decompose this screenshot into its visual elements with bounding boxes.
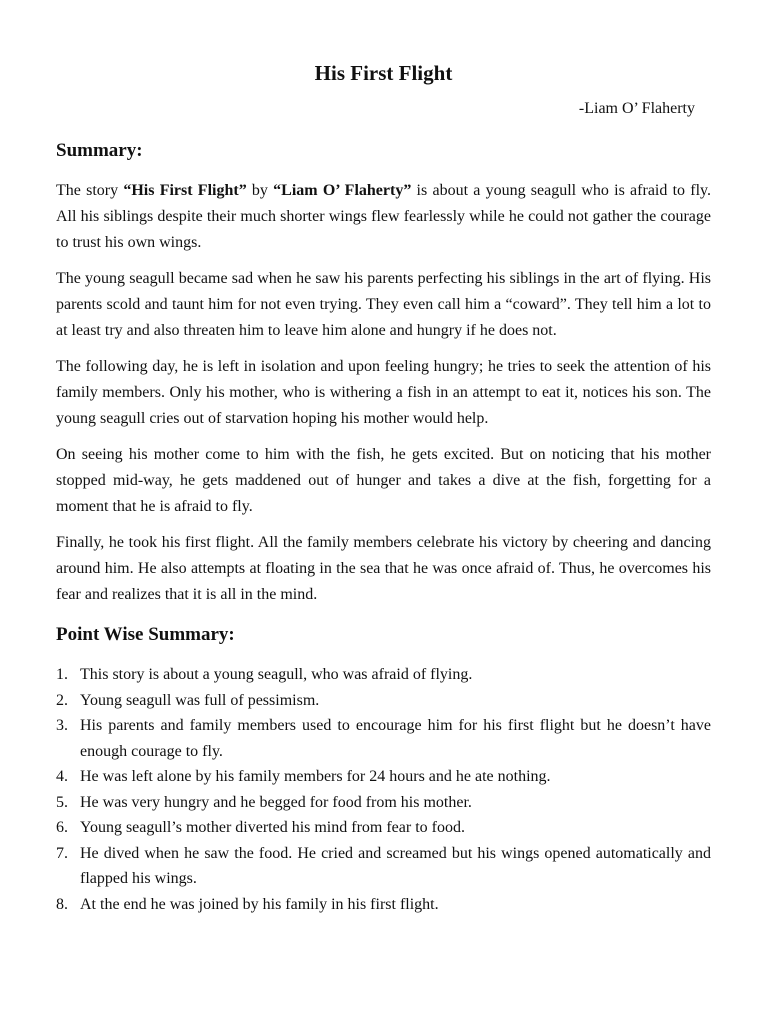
point-list (56, 662, 711, 917)
list-number: 1. (56, 666, 68, 683)
list-item-text: At the end he was joined by his family in his first flight. (80, 895, 439, 913)
summary-paragraph: The following day, he is left in isolation and upon feeling hungry; he tries to seek the attention of his family members. Only his mother, who is withering a fish in an attempt to eat it, notices his son. The young seagull cries out of starvation hoping his mother would help. (56, 358, 711, 427)
summary-paragraph: Finally, he took his first flight. All the family members celebrate his victory by cheering and dancing around him. He also attempts at floating in the sea that he was once afraid of. Thus, he overcomes his fear and realizes that it is all in the mind. (56, 534, 711, 603)
list-item (56, 713, 711, 764)
list-number: 3. (56, 717, 68, 734)
author-line: -Liam O’ Flaherty (578, 100, 695, 117)
list-item-text: This story is about a young seagull, who was afraid of flying. (80, 666, 473, 683)
list-number: 4. (56, 768, 68, 785)
summary-paragraph: On seeing his mother come to him with the fish, he gets excited. But on noticing that his mother stopped mid-way, he gets maddened out of hunger and takes a dive at the fish, forgetting for a moment that he is afraid to fly. (56, 446, 711, 515)
list-number: 8. (56, 895, 68, 913)
document-title: His First Flight (314, 61, 453, 85)
list-number: 6. (56, 819, 68, 836)
intro-text: by (246, 182, 274, 199)
point-wise-heading: Point Wise Summary: (56, 624, 235, 645)
list-item (56, 662, 711, 688)
intro-text: is about a young seagull who is afraid to fly. All his siblings despite their much shorter wings flew fearlessly while he could not gather the courage to trust his own wings. (56, 182, 712, 251)
list-number: 5. (56, 793, 68, 811)
summary-paragraph (56, 178, 711, 256)
list-item-text: He dived when he saw the food. He cried and screamed but his wings opened automatically and flapped his wings. (80, 844, 711, 887)
list-item-text: Young seagull was full of pessimism. (80, 691, 320, 709)
list-item-text: He was very hungry and he begged for food from his mother. (80, 793, 472, 811)
list-item (56, 841, 711, 892)
intro-text: The story (56, 182, 124, 199)
list-item (56, 764, 711, 790)
document-page (56, 58, 711, 917)
list-item (56, 892, 711, 918)
list-item-text: His parents and family members used to encourage him for his first flight but he doesn’t have enough courage to fly. (80, 717, 711, 760)
summary-paragraph: The young seagull became sad when he saw his parents perfecting his siblings in the art of flying. His parents scold and taunt him for not even trying. They even call him a “coward”. They tell him a lot to at least try and also threaten him to leave him alone and hungry if he does not. (56, 270, 711, 339)
author-name-bold: “Liam O’ Flaherty” (273, 182, 412, 199)
list-item (56, 790, 711, 816)
list-number: 2. (56, 691, 68, 709)
list-item-text: He was left alone by his family members for 24 hours and he ate nothing. (80, 768, 551, 785)
story-title-bold: “His First Flight” (123, 182, 247, 199)
list-item (56, 688, 711, 714)
list-number: 7. (56, 844, 68, 862)
summary-heading: Summary: (56, 140, 143, 161)
list-item (56, 815, 711, 841)
list-item-text: Young seagull’s mother diverted his mind from fear to food. (80, 819, 465, 836)
